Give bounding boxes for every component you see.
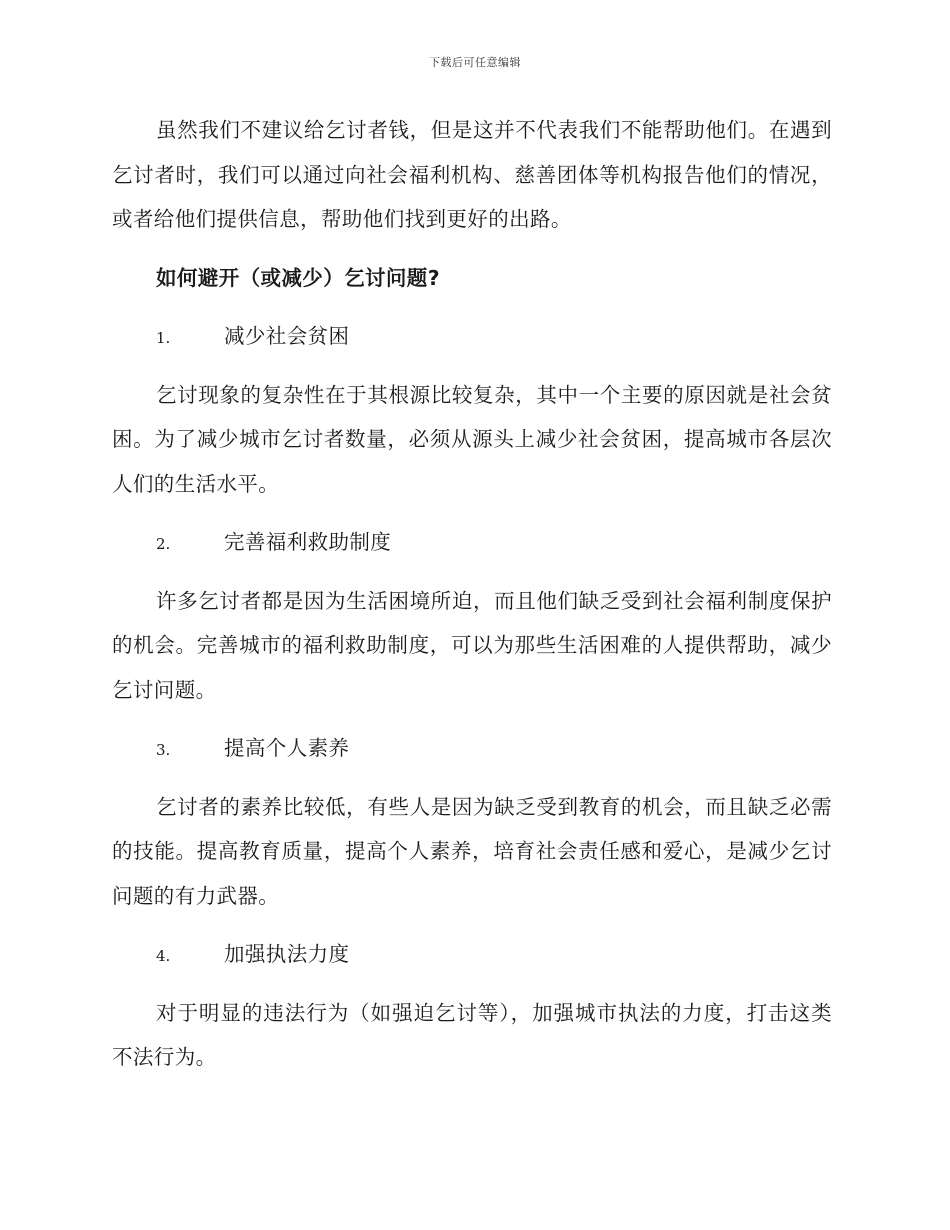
spacer [112,242,832,256]
document-body [112,108,832,1080]
spacer [112,977,832,991]
list-number: 3. [156,741,171,759]
list-number: 1. [156,329,171,347]
spacer [112,506,832,520]
list-item-4 [112,932,832,977]
list-number: 4. [156,947,171,965]
list-title: 提高个人素养 [224,736,350,760]
intro-paragraph: 虽然我们不建议给乞讨者钱，但是这并不代表我们不能帮助他们。在遇到乞讨者时，我们可以通过向社会福利机构、慈善团体等机构报告他们的情况，或者给他们提供信息，帮助他们找到更好的出路。 [112,118,832,231]
spacer [112,359,832,373]
list-item-3-body: 乞讨者的素养比较低，有些人是因为缺乏受到教育的机会，而且缺乏必需的技能。提高教育质量，提高个人素养，培育社会责任感和爱心，是减少乞讨问题的有力武器。 [112,794,832,908]
spacer [112,300,832,314]
list-title: 完善福利救助制度 [224,530,392,554]
list-item-4-body: 对于明显的违法行为（如强迫乞讨等），加强城市执法的力度，打击这类不法行为。 [112,1000,832,1069]
list-item-1 [112,314,832,359]
spacer [112,712,832,726]
spacer [112,771,832,785]
list-title: 减少社会贫困 [224,324,350,348]
page-header-note: 下载后可任意编辑 [429,56,521,69]
list-item-2 [112,520,832,565]
list-title: 加强执法力度 [224,942,350,966]
spacer [112,565,832,579]
spacer [112,918,832,932]
list-item-2-body: 许多乞讨者都是因为生活困境所迫，而且他们缺乏受到社会福利制度保护的机会。完善城市的福利救助制度，可以为那些生活困难的人提供帮助，减少乞讨问题。 [112,588,832,702]
section-heading: 如何避开（或减少）乞讨问题? [156,265,440,290]
list-number: 2. [156,535,171,553]
list-item-3 [112,726,832,771]
list-item-1-body: 乞讨现象的复杂性在于其根源比较复杂，其中一个主要的原因就是社会贫困。为了减少城市乞讨者数量，必须从源头上减少社会贫困，提高城市各层次人们的生活水平。 [112,382,832,496]
